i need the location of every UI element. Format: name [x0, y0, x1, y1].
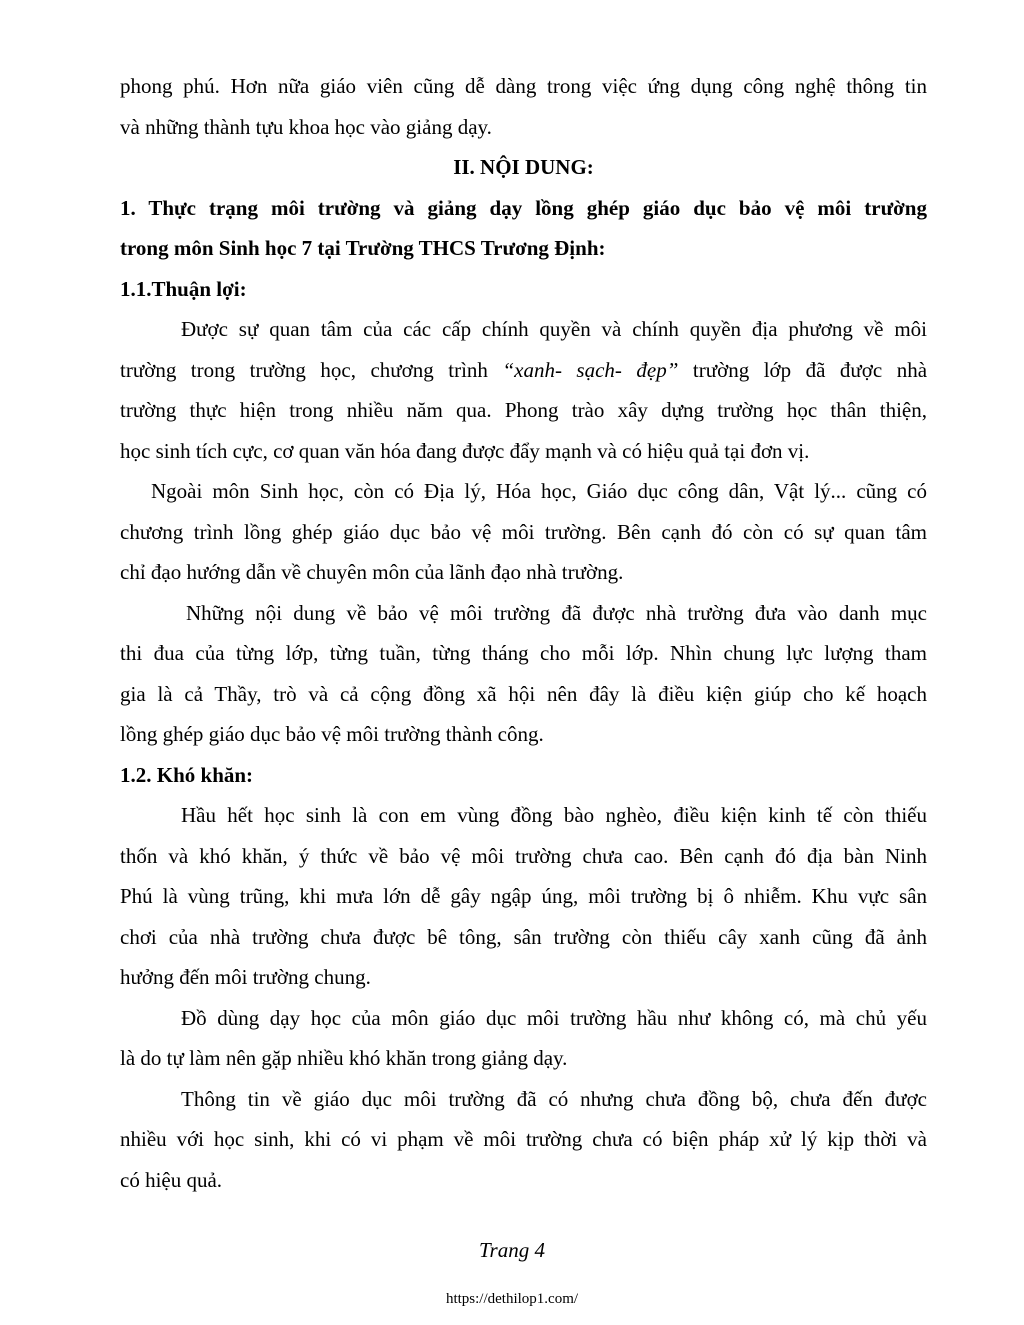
- text-line: trường thực hiện trong nhiều năm qua. Phong trào xây dựng trường học thân thiện,: [120, 398, 927, 422]
- text-line: có hiệu quả.: [120, 1167, 223, 1192]
- section-heading: II. NỘI DUNG:: [453, 155, 594, 179]
- text-line: Đồ dùng dạy học của môn giáo dục môi trường hầu như không có, mà chủ yếu: [181, 1005, 927, 1030]
- subsection-heading: 1. Thực trạng môi trường và giảng dạy lồng ghép giáo dục bảo vệ môi trường: [120, 195, 927, 220]
- text-line: Hầu hết học sinh là con em vùng đồng bào nghèo, điều kiện kinh tế còn thiếu: [181, 803, 927, 827]
- subsection-heading: 1.2. Khó khăn:: [120, 762, 254, 787]
- text-line: học sinh tích cực, cơ quan văn hóa đang được đẩy mạnh và có hiệu quả tại đơn vị.: [120, 438, 810, 463]
- text-line: [120, 350, 927, 391]
- text-span: trường trong trường học, chương trình: [120, 357, 488, 382]
- text-line: chỉ đạo hướng dẫn về chuyên môn của lãnh đạo nhà trường.: [120, 560, 624, 584]
- text-line: chương trình lồng ghép giáo dục bảo vệ môi trường. Bên cạnh đó còn có sự quan tâm: [120, 519, 927, 544]
- text-span: trường lớp đã được nhà: [692, 357, 927, 382]
- text-line: lồng ghép giáo dục bảo vệ môi trường thành công.: [120, 722, 544, 746]
- text-line: là do tự làm nên gặp nhiều khó khăn trong giảng dạy.: [120, 1046, 568, 1070]
- quote-span: “xanh- sạch- đẹp”: [502, 357, 679, 382]
- text-line: phong phú. Hơn nữa giáo viên cũng dễ dàng trong việc ứng dụng công nghệ thông tin: [120, 74, 927, 98]
- text-line: Phú là vùng trũng, khi mưa lớn dễ gây ngập úng, môi trường bị ô nhiễm. Khu vực sân: [120, 884, 927, 908]
- text-line: nhiều với học sinh, khi có vi phạm về môi trường chưa có biện pháp xử lý kịp thời và: [120, 1127, 927, 1151]
- subsection-heading: 1.1.Thuận lợi:: [120, 276, 247, 301]
- text-line: Được sự quan tâm của các cấp chính quyền và chính quyền địa phương về môi: [181, 317, 927, 341]
- text-line: Những nội dung về bảo vệ môi trường đã được nhà trường đưa vào danh mục: [186, 600, 927, 625]
- text-line: thi đua của từng lớp, từng tuần, từng tháng cho mỗi lớp. Nhìn chung lực lượng tham: [120, 641, 927, 665]
- page-number: Trang 4: [479, 1238, 545, 1262]
- text-line: chơi của nhà trường chưa được bê tông, sân trường còn thiếu cây xanh cũng đã ảnh: [120, 924, 927, 949]
- footer-url: https://dethilop1.com/: [445, 1291, 579, 1307]
- text-line: Thông tin về giáo dục môi trường đã có nhưng chưa đồng bộ, chưa đến được: [181, 1086, 927, 1111]
- subsection-heading: trong môn Sinh học 7 tại Trường THCS Trương Định:: [120, 236, 606, 260]
- text-line: Ngoài môn Sinh học, còn có Địa lý, Hóa học, Giáo dục công dân, Vật lý... cũng có: [151, 479, 927, 503]
- document-body: [120, 66, 927, 1200]
- text-line: thốn và khó khăn, ý thức về bảo vệ môi trường chưa cao. Bên cạnh đó địa bàn Ninh: [120, 843, 927, 868]
- text-line: gia là cả Thầy, trò và cả cộng đồng xã hội nên đây là điều kiện giúp cho kế hoạch: [120, 681, 927, 706]
- text-line: và những thành tựu khoa học vào giảng dạy.: [120, 114, 492, 139]
- text-line: hưởng đến môi trường chung.: [120, 965, 371, 989]
